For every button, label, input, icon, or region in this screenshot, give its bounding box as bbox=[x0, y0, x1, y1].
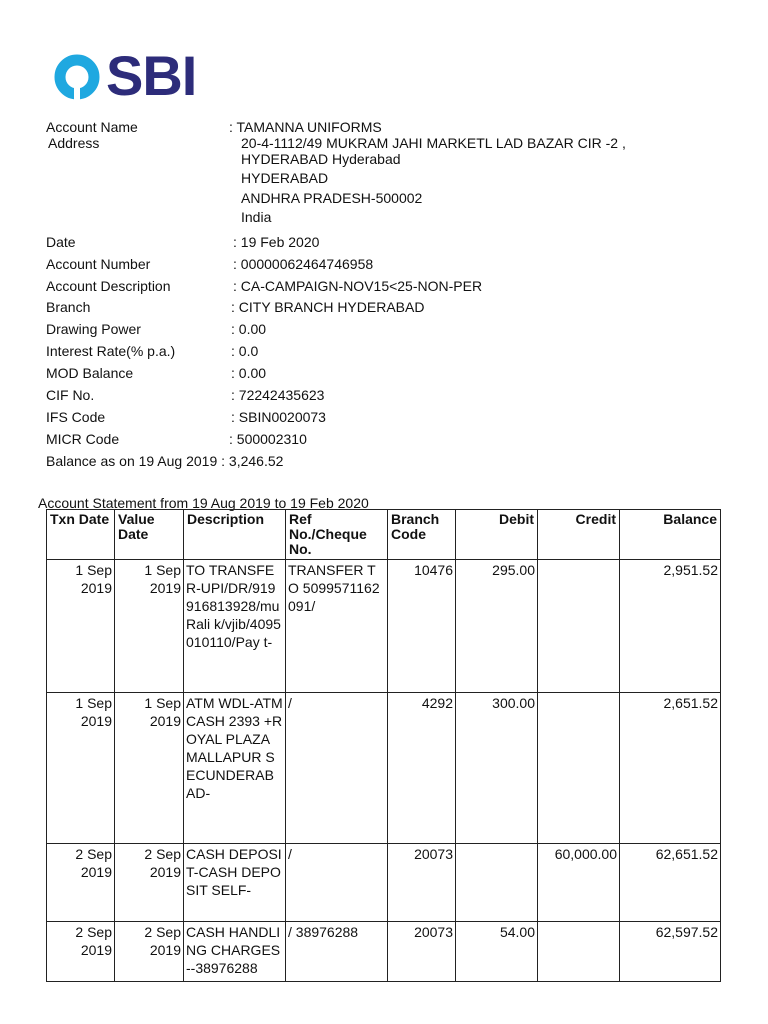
account-number-value: : 00000062464746958 bbox=[233, 256, 374, 272]
address-line-4: ANDHRA PRADESH-500002 bbox=[241, 190, 423, 206]
table-row bbox=[47, 560, 721, 693]
balance-amount: 2,651.52 bbox=[620, 693, 721, 844]
cif-number-label: CIF No. bbox=[46, 387, 95, 403]
txn-date: 2 Sep 2019 bbox=[47, 922, 115, 982]
ifs-code-value: : SBIN0020073 bbox=[231, 409, 326, 425]
address-line-5: India bbox=[241, 209, 272, 225]
debit-amount bbox=[456, 844, 538, 922]
date-value: : 19 Feb 2020 bbox=[233, 234, 320, 250]
txn-date: 2 Sep 2019 bbox=[47, 844, 115, 922]
account-name-value: : TAMANNA UNIFORMS bbox=[229, 119, 382, 135]
table-header-row bbox=[47, 510, 721, 560]
branch-value: : CITY BRANCH HYDERABAD bbox=[231, 299, 425, 315]
date-label: Date bbox=[46, 234, 76, 250]
credit-amount bbox=[538, 560, 620, 693]
debit-amount: 54.00 bbox=[456, 922, 538, 982]
branch-label: Branch bbox=[46, 299, 91, 315]
mod-balance-value: : 0.00 bbox=[231, 365, 267, 381]
value-date: 2 Sep 2019 bbox=[115, 922, 184, 982]
description: CASH DEPOSIT-CASH DEPOSIT SELF- bbox=[184, 844, 286, 922]
branch-code: 20073 bbox=[388, 844, 456, 922]
account-number-label: Account Number bbox=[46, 256, 151, 272]
description: TO TRANSFER-UPI/DR/919916813928/muRali k/vjib/4095010110/Pay t- bbox=[184, 560, 286, 693]
col-branch-code: Branch Code bbox=[388, 510, 456, 560]
debit-amount: 295.00 bbox=[456, 560, 538, 693]
col-balance: Balance bbox=[620, 510, 721, 560]
branch-code: 10476 bbox=[388, 560, 456, 693]
description: CASH HANDLING CHARGES--38976288 bbox=[184, 922, 286, 982]
debit-amount: 300.00 bbox=[456, 693, 538, 844]
balance-amount: 2,951.52 bbox=[620, 560, 721, 693]
address-line-3: HYDERABAD bbox=[241, 170, 329, 186]
col-description: Description bbox=[184, 510, 286, 560]
credit-amount bbox=[538, 693, 620, 844]
value-date: 1 Sep 2019 bbox=[115, 693, 184, 844]
opening-balance: Balance as on 19 Aug 2019 : 3,246.52 bbox=[46, 453, 284, 469]
account-description-label: Account Description bbox=[46, 278, 171, 294]
ref-number: / 38976288 bbox=[286, 922, 388, 982]
transactions-table bbox=[46, 509, 721, 982]
micr-code-value: : 500002310 bbox=[229, 431, 307, 447]
ref-number: / bbox=[286, 693, 388, 844]
table-row bbox=[47, 922, 721, 982]
interest-rate-label: Interest Rate(% p.a.) bbox=[46, 343, 176, 359]
drawing-power-label: Drawing Power bbox=[46, 321, 141, 337]
balance-amount: 62,597.52 bbox=[620, 922, 721, 982]
brand-name: SBI bbox=[106, 44, 197, 107]
mod-balance-label: MOD Balance bbox=[46, 365, 134, 381]
address-line-1: 20-4-1112/49 MUKRAM JAHI MARKETL LAD BAZAR CIR -2 , bbox=[241, 135, 626, 151]
table-row bbox=[47, 693, 721, 844]
table-row bbox=[47, 844, 721, 922]
branch-code: 4292 bbox=[388, 693, 456, 844]
txn-date: 1 Sep 2019 bbox=[47, 560, 115, 693]
description: ATM WDL-ATM CASH 2393 +ROYAL PLAZA MALLAPUR SECUNDERABAD- bbox=[184, 693, 286, 844]
account-description-value: : CA-CAMPAIGN-NOV15<25-NON-PER bbox=[233, 278, 483, 294]
address-line-2: HYDERABAD Hyderabad bbox=[241, 151, 401, 167]
ref-number: / bbox=[286, 844, 388, 922]
drawing-power-value: : 0.00 bbox=[231, 321, 267, 337]
col-ref: Ref No./Cheque No. bbox=[286, 510, 388, 560]
statement-title: Account Statement from 19 Aug 2019 to 19 Feb 2020 bbox=[38, 495, 369, 511]
credit-amount bbox=[538, 922, 620, 982]
value-date: 2 Sep 2019 bbox=[115, 844, 184, 922]
value-date: 1 Sep 2019 bbox=[115, 560, 184, 693]
cif-number-value: : 72242435623 bbox=[231, 387, 325, 403]
address-label: Address bbox=[48, 135, 100, 151]
txn-date: 1 Sep 2019 bbox=[47, 693, 115, 844]
col-debit: Debit bbox=[456, 510, 538, 560]
account-name-label: Account Name bbox=[46, 119, 138, 135]
sbi-keyhole-icon bbox=[54, 54, 100, 100]
col-credit: Credit bbox=[538, 510, 620, 560]
ifs-code-label: IFS Code bbox=[46, 409, 106, 425]
col-txn-date: Txn Date bbox=[47, 510, 115, 560]
balance-amount: 62,651.52 bbox=[620, 844, 721, 922]
branch-code: 20073 bbox=[388, 922, 456, 982]
col-value-date: Value Date bbox=[115, 510, 184, 560]
micr-code-label: MICR Code bbox=[46, 431, 120, 447]
ref-number: TRANSFER TO 5099571162091/ bbox=[286, 560, 388, 693]
interest-rate-value: : 0.0 bbox=[231, 343, 259, 359]
credit-amount: 60,000.00 bbox=[538, 844, 620, 922]
